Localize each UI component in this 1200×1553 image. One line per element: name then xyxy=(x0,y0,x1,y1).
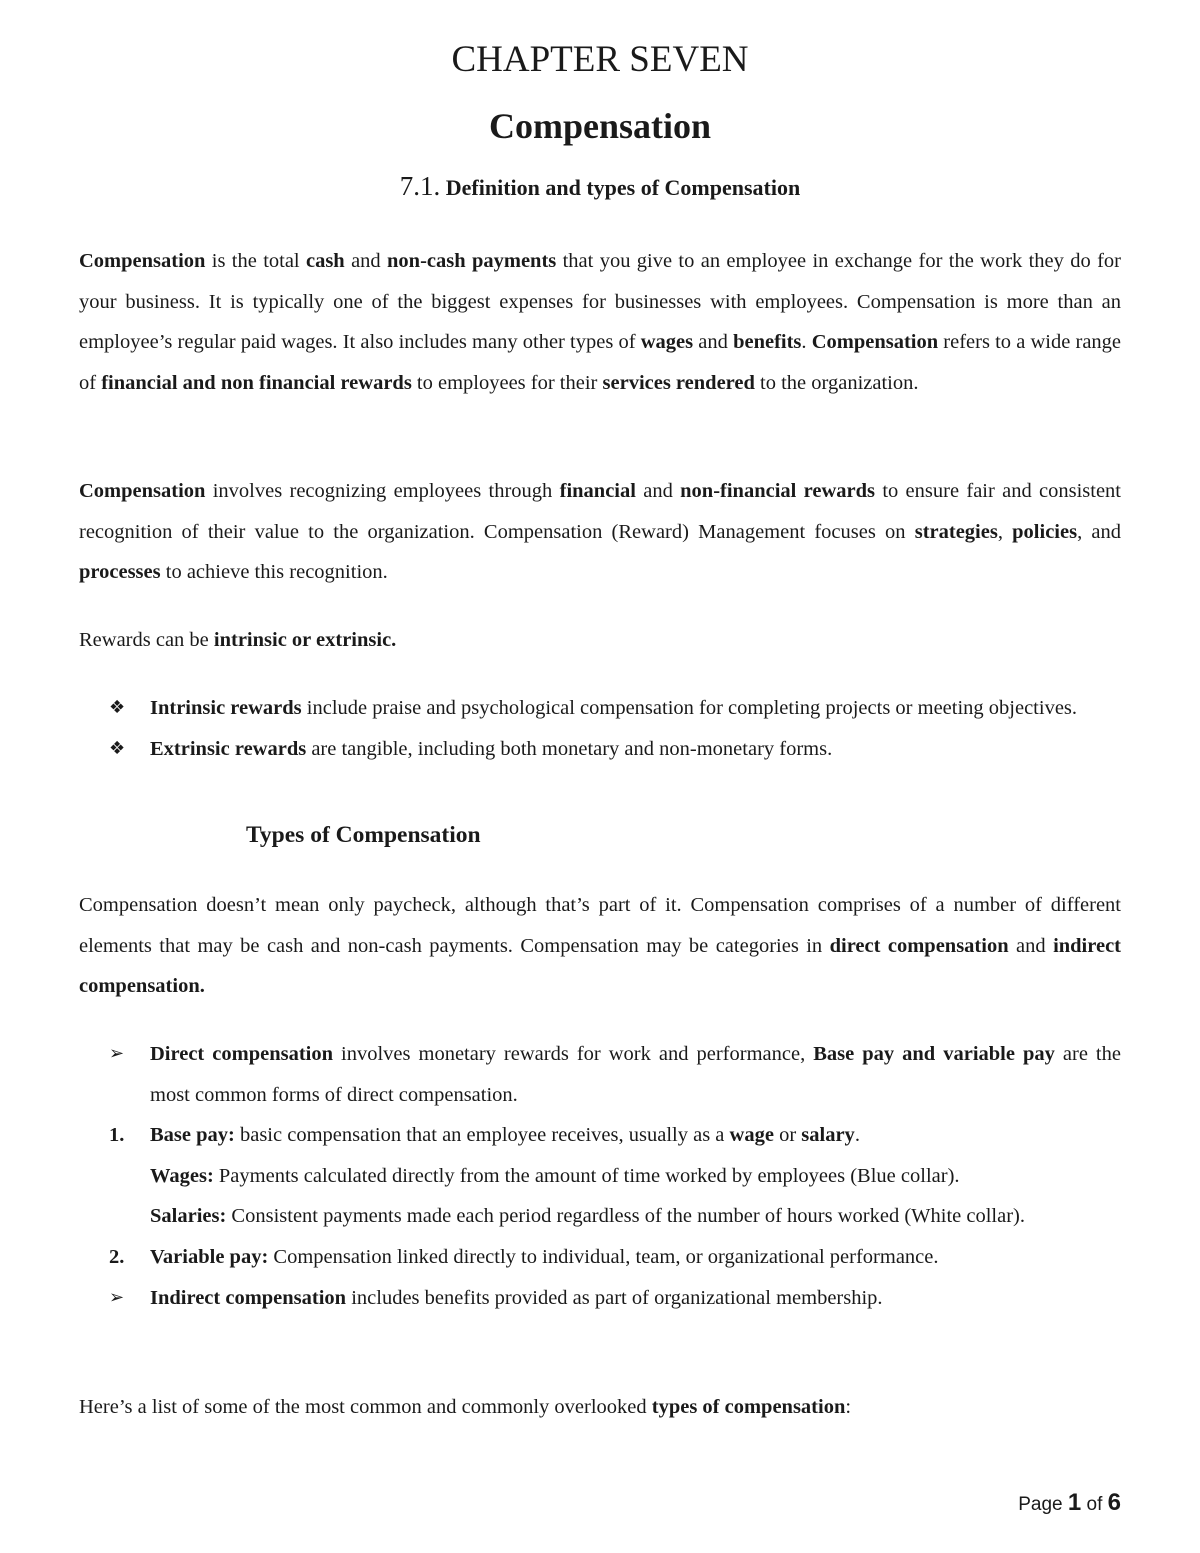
bold-text: Wages: xyxy=(150,1164,214,1187)
bold-text: Extrinsic rewards xyxy=(150,737,307,760)
list-item xyxy=(79,1034,1121,1115)
bold-text: salary xyxy=(801,1124,855,1147)
text-run: Here’s a list of some of the most common and commonly overlooked xyxy=(79,1396,652,1418)
text-run: to employees for their xyxy=(411,371,603,394)
text-run: , and xyxy=(1077,520,1121,543)
bold-text: cash xyxy=(305,250,345,272)
list-item-line xyxy=(150,1034,1121,1115)
bold-text: Intrinsic rewards xyxy=(150,697,302,719)
list-item xyxy=(79,1237,1121,1278)
paragraph-definition xyxy=(79,241,1121,403)
list-item xyxy=(79,729,1121,770)
list-item-line xyxy=(150,1156,1121,1197)
text-run: , xyxy=(997,520,1013,543)
total-pages: 6 xyxy=(1107,1489,1121,1516)
text-run: . xyxy=(854,1124,860,1147)
text-run: is the total xyxy=(205,250,306,272)
text-run: basic compensation that an employee receives, usually as a xyxy=(234,1124,730,1147)
page-number: 1 xyxy=(1067,1489,1082,1516)
text-run: refers to a wide range of xyxy=(79,331,1122,394)
bold-text: Direct compensation xyxy=(150,1043,333,1065)
text-run: and xyxy=(693,331,734,354)
bold-text: intrinsic or extrinsic. xyxy=(213,629,397,651)
diamond-bullet-icon: ❖ xyxy=(109,697,126,718)
text-run: Payments calculated directly from the amount of time worked by employees (Blue collar). xyxy=(213,1164,960,1187)
chapter-heading: CHAPTER SEVEN xyxy=(451,39,749,80)
section-title: Definition and types of Compensation xyxy=(445,175,801,200)
list-item xyxy=(79,688,1121,729)
bold-text: direct compensation xyxy=(829,934,1009,957)
bold-text: financial and non financial rewards xyxy=(101,371,412,394)
bold-text: Compensation xyxy=(811,331,939,354)
bold-text: Base pay and variable pay xyxy=(813,1043,1055,1065)
section-number: 7.1. xyxy=(399,171,441,201)
bold-text: policies xyxy=(1012,520,1078,543)
bold-text: non-financial rewards xyxy=(680,480,876,502)
bold-text: services rendered xyxy=(602,371,755,394)
compensation-list xyxy=(79,1034,1121,1318)
paragraph-list-intro xyxy=(79,1387,1121,1428)
text-run: to ensure fair and consistent recognition of their value to the organization. Compensation (Reward) Management focuses on xyxy=(79,480,1122,543)
paragraph-rewards-intro xyxy=(79,620,1121,661)
text-run: and xyxy=(344,250,388,272)
bold-text: types of compensation xyxy=(651,1396,846,1418)
text-run: or xyxy=(773,1124,802,1147)
text-run: are tangible, including both monetary and non-monetary forms. xyxy=(306,737,833,760)
bold-text: indirect compensation. xyxy=(79,934,1122,998)
list-number: 1. xyxy=(109,1124,125,1147)
list-item xyxy=(79,1115,1121,1237)
text-run: . xyxy=(801,331,812,354)
arrow-bullet-icon: ➢ xyxy=(109,1286,125,1308)
page-title: Compensation xyxy=(488,106,712,146)
paragraph-recognition xyxy=(79,471,1121,593)
bold-text: Compensation xyxy=(79,250,206,272)
bold-text: Indirect compensation xyxy=(150,1286,347,1309)
bold-text: wage xyxy=(729,1124,774,1147)
paragraph-types-intro xyxy=(79,885,1121,1007)
rewards-list xyxy=(79,688,1121,769)
bold-text: Variable pay: xyxy=(150,1245,269,1268)
bold-text: Base pay: xyxy=(150,1124,235,1147)
text-run: that you give to an employee in exchange for the work they do for your business. It is typically one of the biggest expenses for businesses with employees. Compensation is more than an employee’s regular paid wages. It also includes many other types of xyxy=(79,250,1122,354)
text-run: Consistent payments made each period regardless of the number of hours worked (White collar). xyxy=(226,1205,1025,1228)
page-footer xyxy=(1018,1487,1121,1521)
text-run: and xyxy=(635,480,681,502)
text-run: to the organization. xyxy=(754,371,919,394)
text-run: Compensation doesn’t mean only paycheck, although that’s part of it. Compensation comprises of a number of different elements that may be cash and non-cash payments. Compensation may be categories in xyxy=(79,894,1121,957)
bold-text: processes xyxy=(79,561,161,584)
text-run: and xyxy=(1008,934,1054,957)
list-item-line xyxy=(150,1115,1121,1156)
text-run: involves monetary rewards for work and performance, xyxy=(333,1043,814,1065)
text-run: to achieve this recognition. xyxy=(160,561,388,584)
list-item xyxy=(79,1278,1121,1319)
diamond-bullet-icon: ❖ xyxy=(109,737,126,759)
of-label: of xyxy=(1086,1494,1103,1515)
bold-text: wages xyxy=(640,331,694,354)
text-run: : xyxy=(845,1396,852,1418)
bold-text: strategies xyxy=(914,520,998,543)
bold-text: benefits xyxy=(733,331,802,354)
bold-text: Compensation xyxy=(79,480,206,502)
text-run: Compensation linked directly to individual, team, or organizational performance. xyxy=(268,1245,939,1268)
text-run: Rewards can be xyxy=(79,629,214,651)
page-label: Page xyxy=(1018,1494,1063,1515)
text-run: includes benefits provided as part of organizational membership. xyxy=(346,1286,883,1309)
text-run: include praise and psychological compensation for completing projects or meeting objectives. xyxy=(301,697,1078,719)
bold-text: Salaries: xyxy=(150,1205,227,1228)
bold-text: financial xyxy=(559,480,636,502)
list-item-line xyxy=(150,1237,1121,1278)
list-number: 2. xyxy=(109,1245,125,1268)
list-item-line xyxy=(150,1196,1121,1237)
list-item-line xyxy=(150,1278,1121,1319)
arrow-bullet-icon: ➢ xyxy=(109,1043,125,1064)
section-heading xyxy=(0,166,1200,208)
types-heading: Types of Compensation xyxy=(246,822,481,848)
text-run: are the most common forms of direct compensation. xyxy=(150,1043,1121,1106)
text-run: involves recognizing employees through xyxy=(205,480,560,502)
bold-text: non-cash payments xyxy=(387,250,557,272)
